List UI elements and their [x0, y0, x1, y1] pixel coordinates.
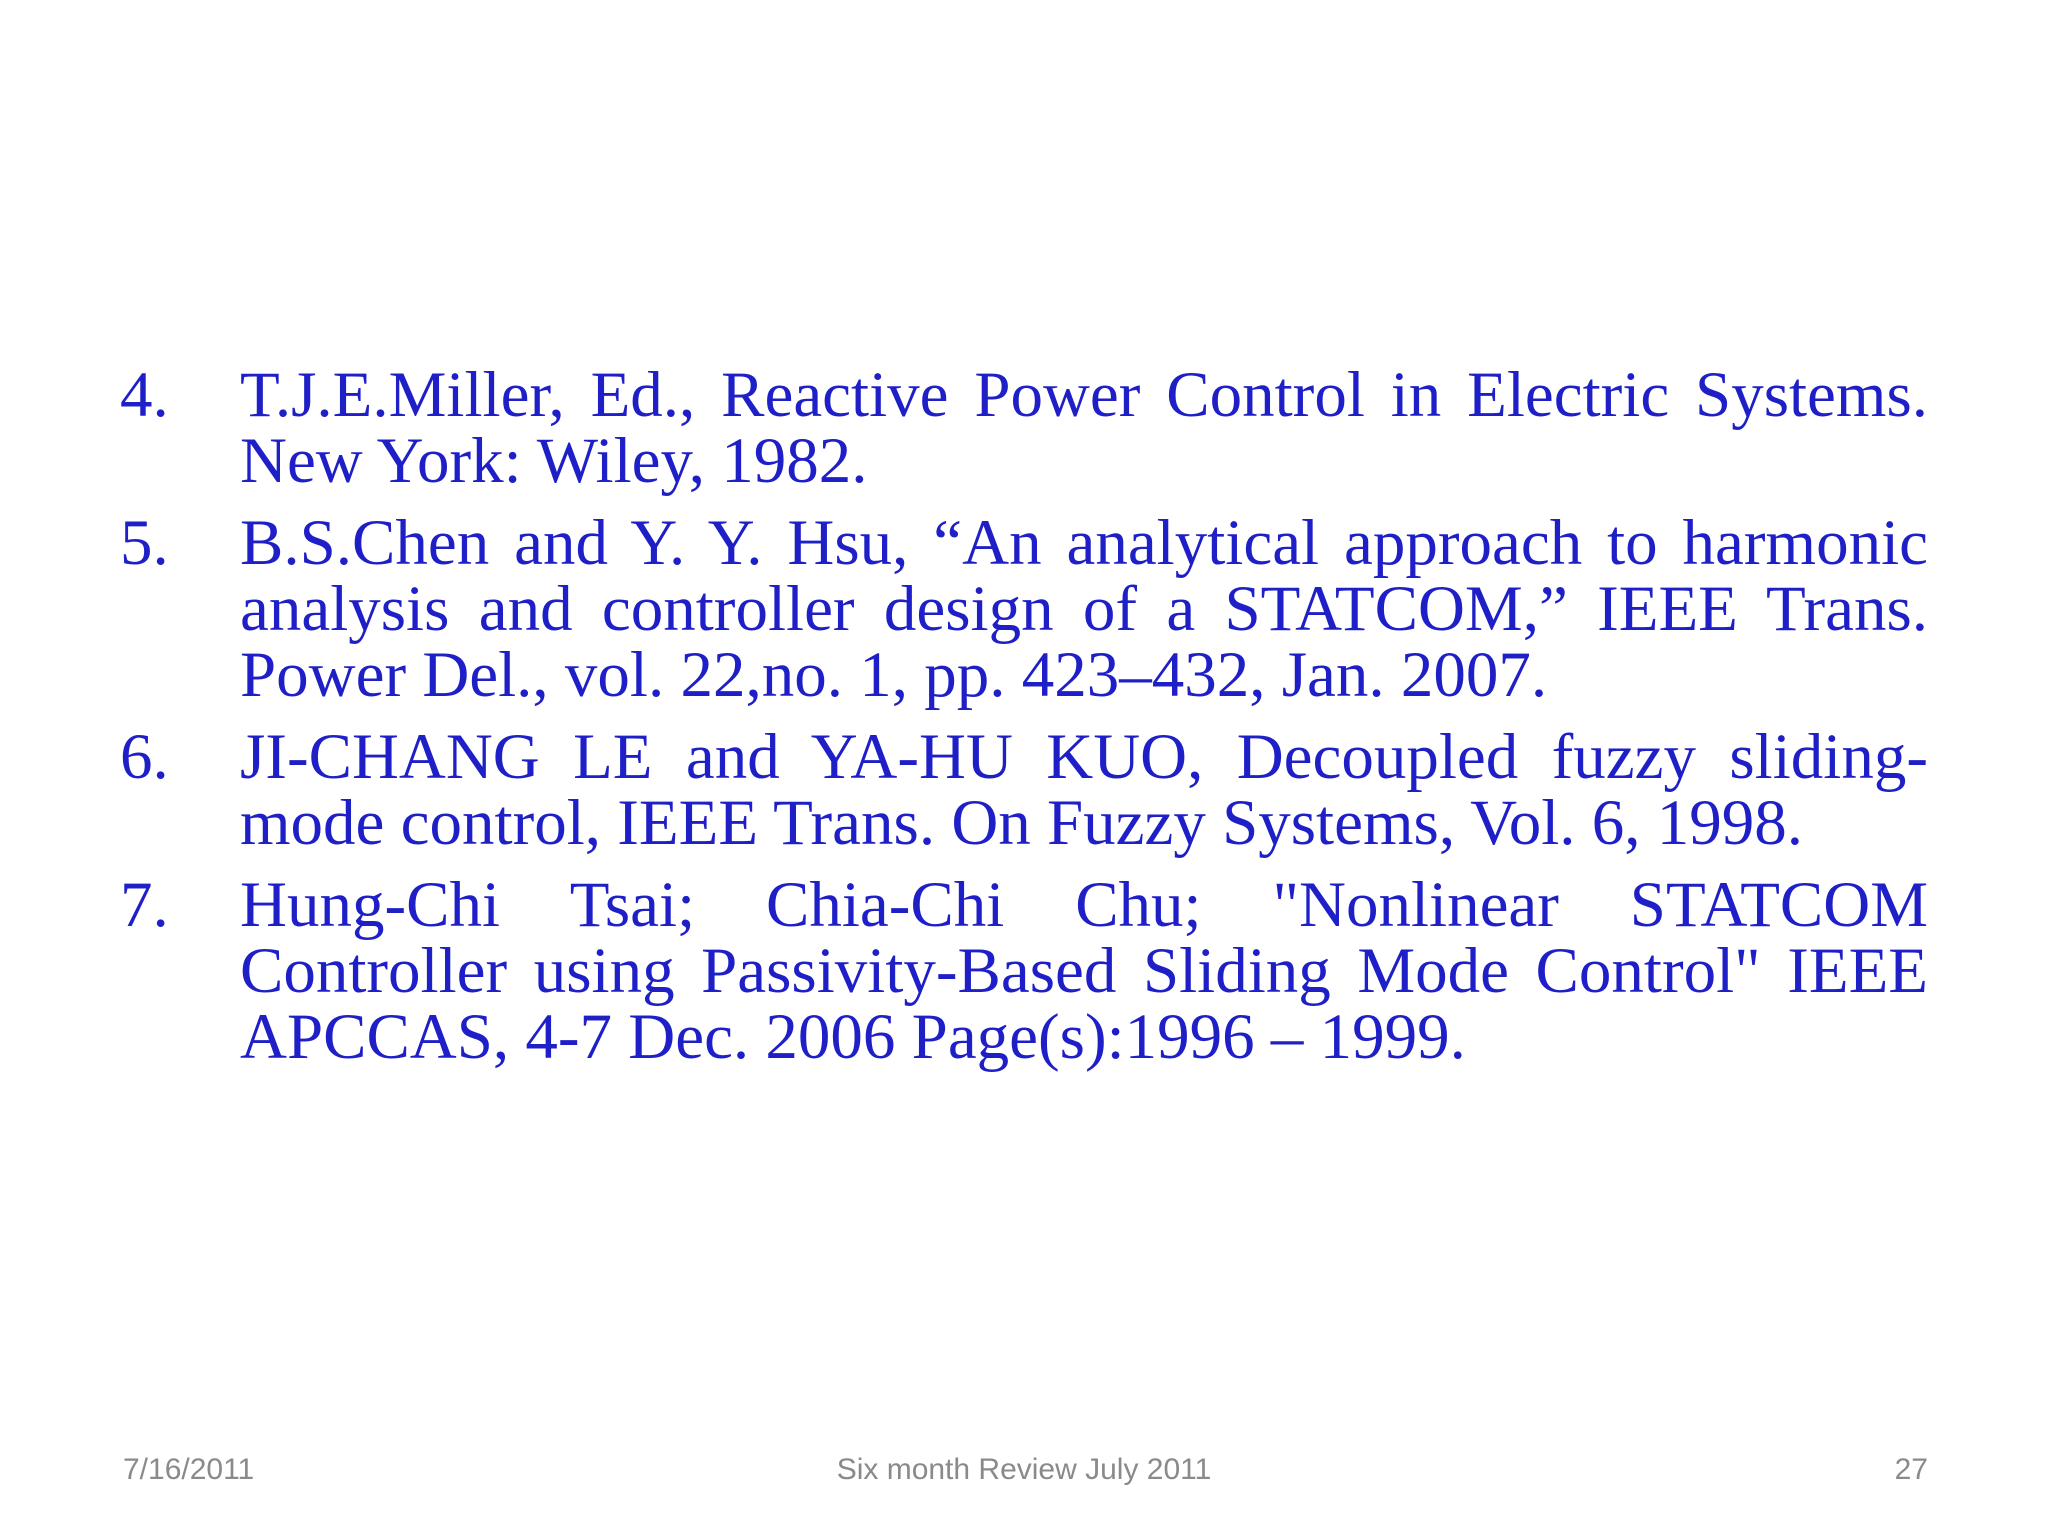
reference-text: JI-CHANG LE and YA-HU KUO, Decoupled fuzzy sliding-mode control, IEEE Trans. On Fuzzy Systems, Vol. 6, 1998. [240, 721, 1928, 859]
footer-title: Six month Review July 2011 [836, 1453, 1212, 1486]
footer-page-number: 27 [1894, 1453, 1928, 1486]
reference-number: 5. [120, 507, 169, 579]
reference-item-4 [120, 359, 1928, 497]
reference-item-6 [120, 721, 1928, 859]
reference-text: T.J.E.Miller, Ed., Reactive Power Control in Electric Systems. New York: Wiley, 1982. [240, 359, 1928, 497]
reference-text: Hung-Chi Tsai; Chia-Chi Chu; "Nonlinear STATCOM Controller using Passivity-Based Sliding Mode Control" IEEE APCCAS, 4-7 Dec. 2006 Page(s):1996 – 1999. [240, 869, 1928, 1073]
reference-text: B.S.Chen and Y. Y. Hsu, “An analytical approach to harmonic analysis and controller design of a STATCOM,” IEEE Trans. Power Del., vol. 22,no. 1, pp. 423–432, Jan. 2007. [240, 507, 1928, 711]
footer-date: 7/16/2011 [123, 1453, 255, 1486]
reference-number: 4. [120, 359, 169, 431]
reference-number: 6. [120, 721, 169, 793]
reference-item-5 [120, 507, 1928, 711]
reference-number: 7. [120, 869, 169, 941]
reference-item-7 [120, 869, 1928, 1073]
reference-list [120, 359, 1928, 1086]
